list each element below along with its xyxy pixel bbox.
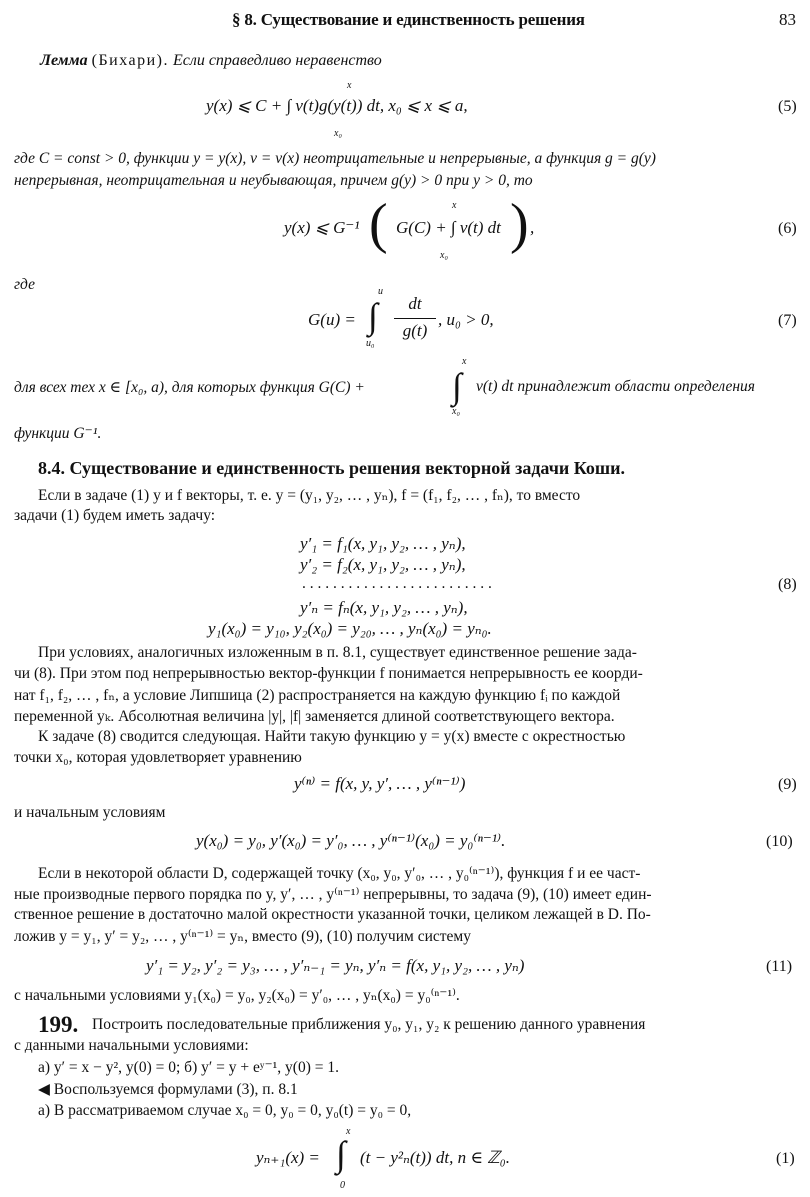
- p1-line-1: Если в задаче (1) y и f векторы, т. е. y = (y₁, y₂, … , yₙ), f = (f₁, f₂, … , fₙ), то вместо: [38, 487, 581, 504]
- problem-199-case-a: а) В рассматриваемом случае x₀ = 0, y₀ = 0, y₀(t) = y₀ = 0,: [38, 1102, 412, 1119]
- system-8-row: y′₂ = f₂(x, y₁, y₂, … , yₙ),: [300, 555, 466, 574]
- eq1-lower-limit: 0: [340, 1180, 345, 1191]
- eq6-lower-limit: x₀: [440, 250, 448, 261]
- p2-line: точки x₀, которая удовлетворяет уравнению: [14, 749, 302, 766]
- equation-10-number: (10): [766, 833, 793, 850]
- eq7-fraction-bar: [394, 318, 436, 319]
- problem-199-hint: ◀ Воспользуемся формулами (3), п. 8.1: [38, 1081, 298, 1098]
- equation-11-number: (11): [766, 958, 793, 975]
- equation-9-number: (9): [778, 776, 797, 793]
- equation-5: [206, 96, 468, 116]
- running-header: § 8. Существование и единственность решения: [232, 10, 585, 29]
- equation-11-body: y′₁ = y₂, y′₂ = y₃, … , y′ₙ₋₁ = yₙ, y′ₙ = f(x, y₁, y₂, … , yₙ): [146, 956, 525, 975]
- domain-upper-limit: x: [462, 356, 467, 367]
- lemma-heading: [40, 52, 382, 70]
- initial-conditions-text: и начальным условиям: [14, 804, 166, 821]
- equation-5-body: y(x) ⩽ C + ∫ v(t)g(y(t)) dt, x₀ ⩽ x ⩽ a,: [206, 96, 468, 115]
- p1-line-2: задачи (1) будем иметь задачу:: [14, 507, 216, 524]
- domain-integral-sign: ∫: [452, 366, 462, 406]
- domain-text-line-2: функции G⁻¹.: [14, 425, 102, 442]
- problem-199-variants: а) y′ = x − y², y(0) = 0; б) y′ = y + eʸ⁻¹, y(0) = 1.: [38, 1059, 339, 1076]
- equation-7-tail: , u₀ > 0,: [438, 310, 494, 329]
- domain-text-part-1: для всех тех x ∈ [x₀, a), для которых функция G(C) +: [14, 379, 365, 396]
- p2-line: нат f₁, f₂, … , fₙ, а условие Липшица (2) распространяется на каждую функцию fᵢ по каждой: [14, 687, 621, 704]
- equation-1-number: (1): [776, 1150, 795, 1167]
- lemma-author: (Бихари).: [91, 52, 169, 69]
- where-label: где: [14, 276, 35, 293]
- equation-7-lhs: G(u) =: [308, 310, 356, 329]
- eq7-upper-limit: u: [378, 286, 383, 297]
- system-8-ellipsis-row: . . . . . . . . . . . . . . . . . . . . . . . . .: [302, 575, 492, 592]
- eq7-lower-limit: u₀: [366, 338, 375, 349]
- system-8-initial-row: y₁(x₀) = y₁₀, y₂(x₀) = y₂₀, … , yₙ(x₀) = yₙ₀.: [208, 619, 492, 638]
- eq6-upper-limit: x: [452, 200, 457, 211]
- eq5-lower-limit: x₀: [334, 128, 342, 139]
- system-8-row: y′₁ = f₁(x, y₁, y₂, … , yₙ),: [300, 534, 466, 553]
- eq5-upper-limit: x: [347, 80, 352, 91]
- problem-199-number: 199.: [38, 1012, 79, 1037]
- p3-line: ложив y = y₁, y′ = y₂, … , y⁽ⁿ⁻¹⁾ = yₙ, вместо (9), (10) получим систему: [14, 928, 471, 945]
- equation-6-number: (6): [778, 220, 797, 237]
- p2-line: чи (8). При этом под непрерывностью вектор-функции f понимается непрерывность ее коорди-: [14, 665, 643, 682]
- equation-6-tail: ,: [530, 218, 535, 237]
- system-8-number: (8): [778, 576, 797, 593]
- page-number: 83: [779, 10, 796, 29]
- section-8-4-title: 8.4. Существование и единственность решения векторной задачи Коши.: [38, 458, 625, 478]
- p3-line: Если в некоторой области D, содержащей точку (x₀, y₀, y′₀, … , y₀⁽ⁿ⁻¹⁾), функция f и ее част-: [38, 865, 641, 882]
- domain-text-part-2: v(t) dt принадлежит области определения: [476, 378, 756, 395]
- eq7-denominator: g(t): [402, 321, 428, 340]
- equation-5-number: (5): [778, 98, 797, 115]
- p2-line: При условиях, аналогичных изложенным в п. 8.1, существует единственное решение зада-: [38, 644, 637, 661]
- eq6-left-paren: (: [369, 193, 388, 255]
- p3-line: ственное решение в достаточно малой окрестности указанной точки, целиком лежащей в D. По-: [14, 906, 651, 923]
- p3-line: ные производные первого порядка по y, y′, … , y⁽ⁿ⁻¹⁾ непрерывны, то задача (9), (10) имеет един-: [14, 886, 652, 903]
- system-8-row: y′ₙ = fₙ(x, y₁, y₂, … , yₙ),: [300, 598, 468, 617]
- eq7-integral-sign: ∫: [368, 296, 378, 336]
- equation-7-number: (7): [778, 312, 797, 329]
- equation-1-lhs: yₙ₊₁(x) =: [256, 1148, 320, 1167]
- p2-line: К задаче (8) сводится следующая. Найти такую функцию y = y(x) вместе с окрестностью: [38, 728, 626, 745]
- equation-9-body: y⁽ⁿ⁾ = f(x, y, y′, … , y⁽ⁿ⁻¹⁾): [294, 774, 466, 793]
- problem-199-line-1: Построить последовательные приближения y₀, y₁, y₂ к решению данного уравнения: [92, 1016, 646, 1033]
- eq1-upper-limit: x: [346, 1126, 351, 1137]
- lemma-label: Лемма: [40, 52, 88, 69]
- equation-1-body: (t − y²ₙ(t)) dt, n ∈ ℤ₀.: [360, 1148, 510, 1167]
- eq1-integral-sign: ∫: [336, 1134, 346, 1174]
- equation-10-body: y(x₀) = y₀, y′(x₀) = y′₀, … , y⁽ⁿ⁻¹⁾(x₀) = y₀⁽ⁿ⁻¹⁾.: [196, 831, 506, 850]
- equation-6-inner: G(C) + ∫ v(t) dt: [396, 218, 501, 237]
- domain-lower-limit: x₀: [452, 406, 460, 417]
- problem-199-line-2: с данными начальными условиями:: [14, 1037, 249, 1054]
- initial-conditions-11: с начальными условиями y₁(x₀) = y₀, y₂(x₀) = y′₀, … , yₙ(x₀) = y₀⁽ⁿ⁻¹⁾.: [14, 987, 460, 1004]
- eq6-right-paren: ): [510, 193, 529, 255]
- conditions-line-1: где C = const > 0, функции y = y(x), v = v(x) неотрицательные и непрерывные, а функция g = g(y): [14, 150, 656, 167]
- lemma-statement: Если справедливо неравенство: [172, 52, 382, 69]
- conditions-line-2: непрерывная, неотрицательная и неубывающая, причем g(y) > 0 при y > 0, то: [14, 172, 533, 189]
- p2-line: переменной yₖ. Абсолютная величина |y|, |f| заменяется длиной соответствующего вектора.: [14, 708, 615, 725]
- equation-6-lhs: y(x) ⩽ G⁻¹: [284, 218, 360, 237]
- eq7-numerator: dt: [408, 294, 422, 313]
